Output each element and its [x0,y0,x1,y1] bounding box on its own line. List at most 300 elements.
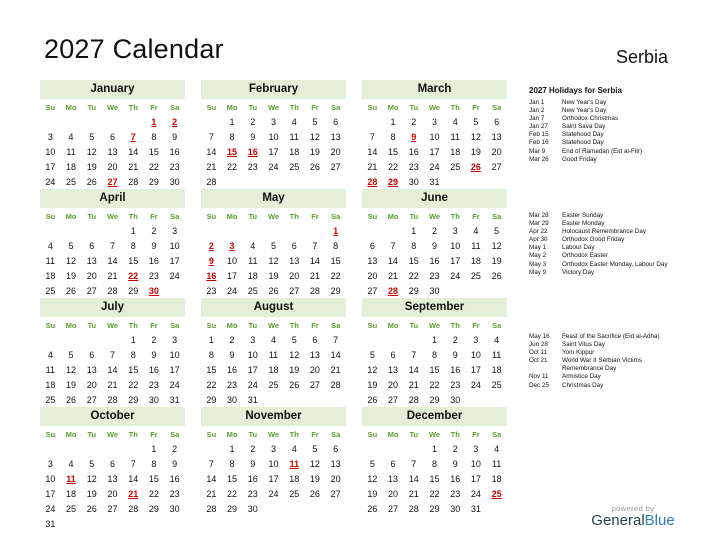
holiday-date: Nov 11 [529,373,549,381]
day-cell: 20 [388,489,399,499]
day-cell: 26 [491,271,502,281]
holiday-day: 15 [227,147,238,157]
day-cell: 2 [452,335,458,345]
weekday-label: We [428,430,441,439]
weekday-label: We [106,212,119,221]
weekday-label: Th [289,103,299,112]
day-cell: 11 [45,256,56,266]
day-cell: 21 [388,271,399,281]
day-cell: 15 [128,365,139,375]
day-cell: 12 [289,350,300,360]
day-cell: 28 [408,395,419,405]
day-cell: 24 [429,162,440,172]
day-cell: 29 [148,177,159,187]
weekday-label: Sa [331,430,341,439]
day-cell: 21 [408,489,419,499]
day-cell: 2 [172,444,178,454]
weekday-label: Th [450,103,460,112]
day-cell: 27 [289,286,300,296]
empty-cell [102,333,123,348]
day-cell: 26 [66,395,77,405]
day-cell: 29 [128,395,139,405]
weekday-label: Su [367,321,378,330]
day-cell: 30 [450,395,461,405]
month-march [362,80,507,190]
weekday-header [362,100,507,115]
day-cell: 18 [450,147,461,157]
day-cell: 25 [66,504,77,514]
holiday-name: Orthodox Easter [562,252,608,260]
empty-cell [102,224,123,239]
holiday-name: Statehood Day [562,131,604,139]
day-cell: 20 [491,147,502,157]
day-cell: 22 [408,271,419,281]
month-january [40,80,185,205]
day-cell: 23 [429,271,440,281]
holiday-name: Christmas Day [562,381,604,389]
month-august [201,298,346,408]
day-grid [201,115,346,190]
weekday-label: Th [289,430,299,439]
day-cell: 8 [229,459,235,469]
day-cell: 19 [367,380,378,390]
day-cell: 17 [429,147,440,157]
day-cell: 31 [470,504,481,514]
holiday-name: Labour Day [562,244,595,252]
day-cell: 13 [491,132,502,142]
day-cell: 15 [408,256,419,266]
day-grid [362,333,507,408]
day-cell: 4 [473,226,479,236]
month-november [201,407,346,517]
day-cell: 25 [289,489,300,499]
day-cell: 18 [66,162,77,172]
day-cell: 8 [411,241,417,251]
day-cell: 2 [250,444,256,454]
month-september [362,298,507,408]
weekday-header [40,100,185,115]
holiday-day: 28 [367,177,378,187]
holiday-date: Feb 15 [529,131,549,139]
day-cell: 20 [289,271,300,281]
day-cell: 28 [309,286,320,296]
weekday-label: Mo [65,321,77,330]
day-cell: 28 [107,286,118,296]
empty-cell [102,442,123,457]
holiday-item [529,228,679,236]
day-cell: 4 [68,132,74,142]
day-cell: 12 [309,132,320,142]
day-cell: 10 [429,132,440,142]
day-cell: 18 [289,474,300,484]
holiday-item [529,269,679,277]
day-cell: 13 [289,256,300,266]
day-cell: 12 [309,459,320,469]
day-cell: 30 [429,286,440,296]
day-cell: 8 [151,459,157,469]
day-cell: 8 [333,241,339,251]
day-cell: 13 [86,365,97,375]
day-cell: 26 [66,286,77,296]
day-cell: 9 [452,350,458,360]
day-cell: 7 [109,241,115,251]
day-cell: 8 [130,241,136,251]
day-cell: 13 [309,350,320,360]
day-cell: 17 [470,474,481,484]
day-cell: 6 [89,350,95,360]
empty-cell [81,224,102,239]
weekday-header [201,209,346,224]
day-cell: 5 [369,350,375,360]
day-cell: 19 [309,474,320,484]
day-cell: 29 [128,286,139,296]
holiday-date: Mar 26 [529,155,549,163]
day-cell: 17 [45,489,56,499]
holiday-list-3 [529,333,679,390]
weekday-label: Tu [87,430,97,439]
day-cell: 7 [411,459,417,469]
day-cell: 13 [330,459,341,469]
day-cell: 22 [429,489,440,499]
day-cell: 25 [470,271,481,281]
day-cell: 13 [86,256,97,266]
weekday-label: Mo [226,321,238,330]
day-cell: 17 [45,162,56,172]
day-cell: 30 [450,504,461,514]
holiday-date: Mar 28 [529,212,549,219]
day-cell: 11 [491,459,502,469]
day-cell: 18 [491,474,502,484]
day-cell: 15 [330,256,341,266]
holiday-item [529,123,679,131]
weekday-label: Tu [248,103,258,112]
weekday-header [201,427,346,442]
day-cell: 27 [388,504,399,514]
holiday-date: Apr 22 [529,228,548,236]
day-cell: 19 [289,365,300,375]
day-cell: 5 [312,117,318,127]
day-cell: 17 [450,256,461,266]
holiday-day: 26 [470,162,481,172]
day-cell: 21 [107,271,118,281]
day-cell: 18 [45,271,56,281]
day-cell: 12 [86,474,97,484]
empty-cell [222,224,243,239]
day-cell: 19 [367,489,378,499]
holiday-item [529,349,679,357]
day-cell: 6 [109,459,115,469]
weekday-label: Sa [170,212,180,221]
brand-logo [588,504,678,529]
weekday-label: Mo [387,430,399,439]
day-grid [40,333,185,408]
holiday-item [529,212,679,220]
day-cell: 10 [247,350,258,360]
day-cell: 13 [107,474,118,484]
weekday-label: Fr [150,430,158,439]
holiday-date: Apr 30 [529,236,548,244]
day-cell: 22 [388,162,399,172]
empty-cell [383,442,404,457]
empty-cell [61,224,82,239]
day-cell: 14 [206,474,217,484]
brand-name-part2: Blue [644,512,675,529]
day-cell: 1 [130,335,136,345]
day-cell: 6 [494,117,500,127]
day-cell: 9 [452,459,458,469]
day-cell: 16 [169,474,180,484]
day-cell: 20 [86,271,97,281]
day-cell: 4 [270,335,276,345]
day-cell: 4 [250,241,256,251]
day-cell: 15 [148,474,159,484]
day-cell: 3 [473,335,479,345]
day-cell: 10 [45,147,56,157]
day-grid [40,224,185,299]
day-cell: 10 [268,459,279,469]
holiday-day: 25 [491,489,502,499]
day-cell: 31 [169,395,180,405]
day-cell: 19 [86,162,97,172]
day-cell: 29 [227,504,238,514]
day-cell: 22 [206,380,217,390]
holiday-item [529,357,679,373]
day-cell: 14 [107,365,118,375]
day-cell: 1 [151,444,157,454]
holiday-item [529,236,679,244]
day-cell: 9 [151,350,157,360]
weekday-label: Sa [331,103,341,112]
weekday-label: We [428,212,441,221]
month-name: May [201,189,346,208]
weekday-label: We [428,321,441,330]
day-cell: 25 [66,177,77,187]
day-cell: 20 [86,380,97,390]
empty-cell [102,115,123,130]
empty-cell [81,115,102,130]
day-cell: 21 [206,162,217,172]
weekday-header [40,318,185,333]
weekday-label: Su [367,103,378,112]
holiday-name: New Year's Day [562,99,607,106]
empty-cell [61,333,82,348]
day-cell: 15 [227,474,238,484]
weekday-label: Fr [472,103,480,112]
day-cell: 21 [408,380,419,390]
day-cell: 30 [148,395,159,405]
day-cell: 31 [45,519,56,529]
day-cell: 10 [268,132,279,142]
day-cell: 23 [247,162,258,172]
day-cell: 21 [206,489,217,499]
day-cell: 13 [367,256,378,266]
day-cell: 4 [452,117,458,127]
brand-name [588,512,678,529]
weekday-label: Sa [492,212,502,221]
day-cell: 24 [470,489,481,499]
day-cell: 1 [411,226,417,236]
day-cell: 20 [107,489,118,499]
holiday-name: World War II Serbian Victims Remembrance Day [562,357,643,373]
day-grid [362,224,507,299]
day-cell: 10 [45,474,56,484]
day-cell: 9 [172,132,178,142]
day-cell: 1 [431,335,437,345]
day-cell: 14 [330,350,341,360]
day-cell: 4 [291,117,297,127]
day-cell: 14 [309,256,320,266]
weekday-label: Su [367,430,378,439]
holiday-day: 16 [206,271,217,281]
weekday-label: Su [206,430,217,439]
day-cell: 2 [452,444,458,454]
day-cell: 15 [429,365,440,375]
weekday-label: Th [128,430,138,439]
day-cell: 22 [227,162,238,172]
weekday-label: Fr [472,212,480,221]
day-cell: 10 [470,350,481,360]
holiday-list-1 [529,99,679,164]
weekday-label: We [106,321,119,330]
day-cell: 17 [227,271,238,281]
weekday-header [362,209,507,224]
weekday-label: Sa [331,212,341,221]
holiday-date: Mar 9 [529,147,546,155]
day-cell: 1 [390,117,396,127]
holiday-date: Jun 28 [529,341,548,349]
day-cell: 19 [86,489,97,499]
holiday-item [529,373,679,381]
day-cell: 24 [247,380,258,390]
holiday-day: 11 [289,459,299,469]
holiday-date: May 2 [529,252,547,260]
day-cell: 27 [491,162,502,172]
day-cell: 1 [130,226,136,236]
day-cell: 6 [109,132,115,142]
holiday-day: 1 [151,117,157,127]
month-name: April [40,189,185,208]
day-cell: 13 [330,132,341,142]
holiday-name: Orthodox Easter Monday, Labour Day [562,260,668,268]
day-cell: 8 [431,350,437,360]
day-cell: 14 [388,256,399,266]
day-cell: 10 [470,459,481,469]
day-cell: 28 [330,380,341,390]
day-cell: 25 [491,380,502,390]
day-cell: 11 [450,132,460,142]
day-cell: 12 [66,365,77,375]
day-cell: 10 [450,241,461,251]
day-cell: 16 [450,474,461,484]
day-cell: 23 [227,380,238,390]
day-cell: 4 [494,444,500,454]
month-july [40,298,185,408]
day-cell: 7 [312,241,318,251]
month-name: June [362,189,507,208]
weekday-label: Fr [150,321,158,330]
weekday-label: Tu [409,103,419,112]
day-cell: 3 [431,117,437,127]
day-cell: 3 [47,132,53,142]
holiday-day: 3 [229,241,235,251]
day-cell: 5 [89,132,95,142]
day-cell: 6 [390,459,396,469]
day-cell: 7 [208,132,214,142]
day-cell: 7 [109,350,115,360]
day-cell: 16 [227,365,238,375]
holiday-name: Easter Monday [562,220,605,228]
day-cell: 17 [470,365,481,375]
day-cell: 19 [309,147,320,157]
day-cell: 14 [128,147,139,157]
holiday-day: 9 [411,132,417,142]
day-cell: 9 [172,459,178,469]
holiday-date: Feb 16 [529,139,549,147]
day-cell: 8 [229,132,235,142]
day-cell: 8 [390,132,396,142]
day-cell: 7 [411,350,417,360]
empty-cell [305,224,326,239]
day-cell: 29 [429,395,440,405]
day-cell: 11 [268,350,279,360]
holiday-list-2 [529,212,679,277]
weekday-label: Fr [311,103,319,112]
day-cell: 14 [206,147,217,157]
month-october [40,407,185,532]
empty-cell [362,224,383,239]
holiday-item [529,382,679,390]
holiday-item [529,333,679,341]
day-cell: 20 [107,162,118,172]
weekday-label: Mo [226,103,238,112]
weekday-label: Th [450,430,460,439]
day-cell: 27 [330,489,341,499]
holiday-date: Jan 7 [529,115,545,123]
weekday-label: Tu [87,321,97,330]
day-cell: 19 [66,380,77,390]
weekday-label: Fr [472,321,480,330]
day-cell: 6 [390,350,396,360]
day-cell: 27 [86,286,97,296]
holiday-name: Easter Sunday [562,212,604,219]
day-cell: 6 [291,241,297,251]
day-cell: 15 [388,147,399,157]
holiday-name: New Year's Day [562,107,607,115]
day-cell: 20 [388,380,399,390]
weekday-label: Mo [65,212,77,221]
day-cell: 11 [66,147,76,157]
day-cell: 29 [408,286,419,296]
day-cell: 18 [491,365,502,375]
holiday-item [529,99,679,107]
holiday-item [529,220,679,228]
day-cell: 11 [471,241,481,251]
holiday-day: 2 [172,117,178,127]
day-cell: 11 [289,132,299,142]
day-cell: 1 [229,444,235,454]
day-cell: 5 [89,459,95,469]
holiday-date: Dec 25 [529,381,549,389]
day-cell: 1 [431,444,437,454]
day-cell: 23 [450,380,461,390]
weekday-label: Su [206,103,217,112]
month-name: August [201,298,346,317]
day-grid [362,442,507,517]
day-cell: 8 [208,350,214,360]
day-cell: 29 [429,504,440,514]
day-cell: 24 [268,489,279,499]
weekday-label: Mo [65,430,77,439]
